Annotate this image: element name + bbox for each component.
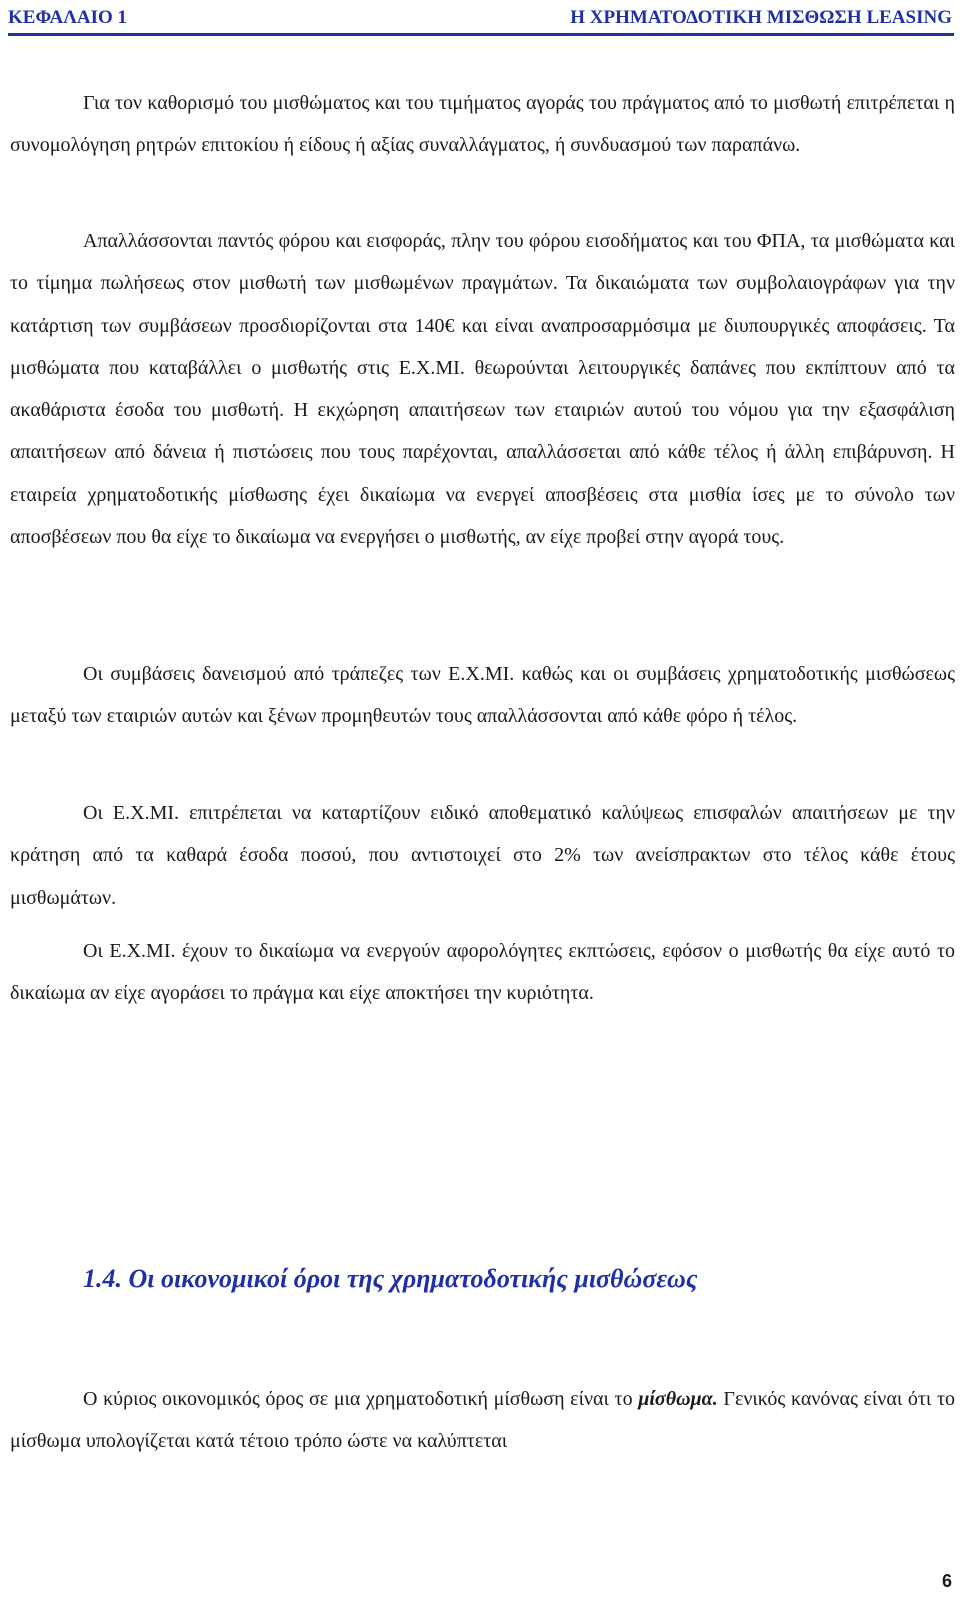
intro-text-end: Γενικός κανόνας είναι ότι το μίσθωμα υπολογίζεται κατά τέτοιο τρόπο ώστε να καλύπτεται bbox=[10, 1388, 955, 1453]
intro-emphasis: μίσθωμα. bbox=[638, 1388, 718, 1410]
header-chapter: ΚΕΦΑΛΑΙΟ 1 bbox=[8, 7, 128, 28]
section-heading: 1.4. Οι οικονομικοί όροι της χρηματοδοτικής μισθώσεως bbox=[83, 1264, 698, 1293]
paragraph-section-intro bbox=[10, 1378, 955, 1463]
paragraph-special-reserve: Οι Ε.Χ.ΜΙ. επιτρέπεται να καταρτίζουν ειδικό αποθεματικό καλύψεως επισφαλών απαιτήσεων με την κράτηση από τα καθαρά έσοδα ποσού, που αντιστοιχεί στο 2% των ανείσπρακτων στο τέλος κάθε έτους μισθωμάτων. bbox=[10, 802, 955, 909]
running-header bbox=[8, 4, 952, 32]
page-number: 6 bbox=[941, 1571, 952, 1591]
header-divider bbox=[8, 33, 954, 36]
intro-text-start: Ο κύριος οικονομικός όρος σε μια χρηματοδοτική μίσθωση είναι το bbox=[83, 1388, 639, 1410]
paragraph-loan-contracts: Οι συμβάσεις δανεισμού από τράπεζες των Ε.Χ.ΜΙ. καθώς και οι συμβάσεις χρηματοδοτικής μισθώσεως μεταξύ των εταιριών αυτών και ξένων προμηθευτών τους απαλλάσσονται από κάθε φόρο ή τέλος. bbox=[10, 663, 955, 728]
header-title: Η ΧΡΗΜΑΤΟΔΟΤΙΚΗ ΜΙΣΘΩΣΗ LEASING bbox=[570, 7, 952, 28]
paragraph-rate-clauses: Για τον καθορισμό του μισθώματος και του τιμήματος αγοράς του πράγματος από το μισθωτή επιτρέπεται η συνομολόγηση ρητρών επιτοκίου ή είδους ή αξίας συναλλάγματος, ή συνδυασμού των παραπάνω. bbox=[10, 92, 955, 157]
paragraph-tax-exemptions: Απαλλάσσονται παντός φόρου και εισφοράς, πλην του φόρου εισοδήματος και του ΦΠΑ, τα μισθώματα και το τίμημα πωλήσεως στον μισθωτή των μισθωμένων πραγμάτων. Τα δικαιώματα των συμβολαιογράφων για την κατάρτιση των συμβάσεων προσδιορίζονται στα 140€ και είναι αναπροσαρμόσιμα με διυπουργικές αποφάσεις. Τα μισθώματα που καταβάλλει ο μισθωτής στις Ε.Χ.ΜΙ. θεωρούνται λειτουργικές δαπάνες που εκπίπτουν από τα ακαθάριστα έσοδα του μισθωτή. Η εκχώρηση απαιτήσεων των εταιριών αυτού του νόμου για την εξασφάλιση απαιτήσεων από δάνεια ή πιστώσεις που τους παρέχονται, απαλλάσσεται από κάθε τέλος ή άλλη επιβάρυνση. Η εταιρεία χρηματοδοτικής μίσθωσης έχει δικαίωμα να ενεργεί αποσβέσεις στα μισθία ίσες με το σύνολο των αποσβέσεων που θα είχε το δικαίωμα να ενεργήσει ο μισθωτής, αν είχε προβεί στην αγορά τους. bbox=[10, 230, 955, 549]
paragraph-tax-deductions: Οι Ε.Χ.ΜΙ. έχουν το δικαίωμα να ενεργούν αφορολόγητες εκπτώσεις, εφόσον ο μισθωτής θα είχε αυτό το δικαίωμα αν είχε αγοράσει το πράγμα και είχε αποκτήσει την κυριότητα. bbox=[10, 940, 955, 1005]
